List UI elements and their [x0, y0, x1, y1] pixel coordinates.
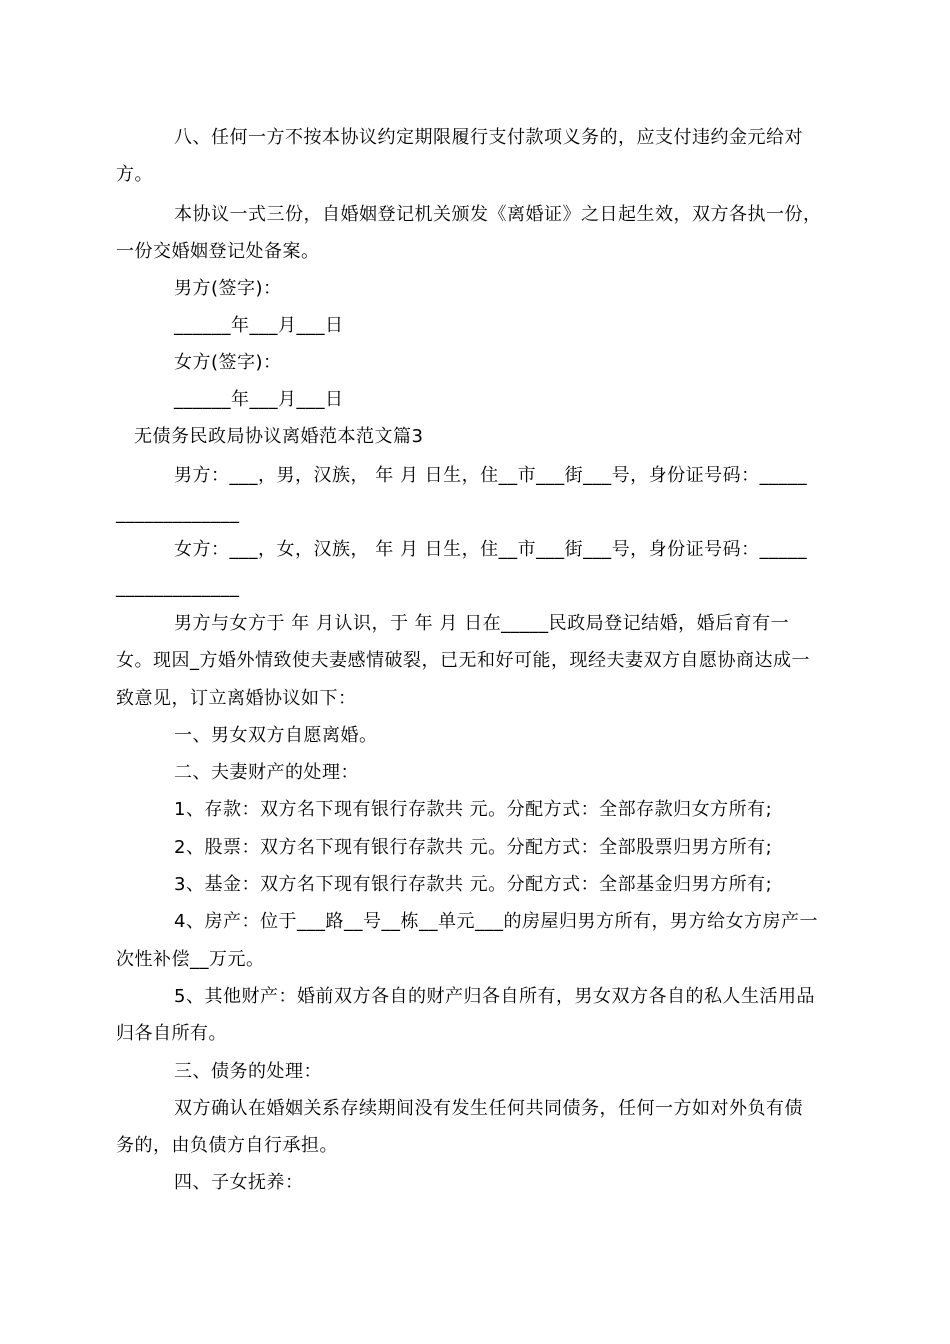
- paragraph-line: 1、存款：双方名下现有银行存款共 元。分配方式：全部存款归女方所有;: [174, 799, 773, 820]
- paragraph-line: 女。现因_方婚外情致使夫妻感情破裂，已无和好可能，现经夫妻双方自愿协商达成一: [116, 650, 810, 671]
- paragraph-line: _____________: [116, 503, 240, 524]
- paragraph-line: 2、股票：双方名下现有银行存款共 元。分配方式：全部股票归男方所有;: [174, 837, 773, 858]
- paragraph-line: 务的，由负债方自行承担。: [116, 1135, 338, 1156]
- paragraph-line: 归各自所有。: [116, 1023, 227, 1044]
- signature-label-female: 女方(签字)：: [174, 352, 282, 373]
- date-blank: ______年___月___日: [174, 389, 344, 410]
- paragraph-line: 男方与女方于 年 月认识，于 年 月 日在_____民政局登记结婚，婚后育有一: [174, 613, 790, 634]
- section-heading: 无债务民政局协议离婚范本范文篇3: [134, 426, 424, 447]
- paragraph-line: 3、基金：双方名下现有银行存款共 元。分配方式：全部基金归男方所有;: [174, 874, 773, 895]
- paragraph-line: 一份交婚姻登记处备案。: [116, 241, 320, 262]
- date-blank: ______年___月___日: [174, 315, 344, 336]
- paragraph-line: 本协议一式三份，自婚姻登记机关颁发《离婚证》之日起生效，双方各执一份，: [174, 204, 822, 225]
- paragraph-line: 八、任何一方不按本协议约定期限履行支付款项义务的，应支付违约金元给对: [174, 127, 803, 148]
- paragraph-line: 男方：___，男，汉族， 年 月 日生，住__市___街___号，身份证号码：_____: [174, 465, 808, 486]
- paragraph-line: _____________: [116, 577, 240, 598]
- signature-label-male: 男方(签字)：: [174, 278, 282, 299]
- paragraph-line: 女方：___，女，汉族， 年 月 日生，住__市___街___号，身份证号码：_____: [174, 539, 808, 560]
- paragraph-line: 一、男女双方自愿离婚。: [174, 725, 378, 746]
- paragraph-line: 4、房产：位于___路__号__栋__单元___的房屋归男方所有，男方给女方房产一: [174, 911, 818, 932]
- paragraph-line: 四、子女抚养：: [174, 1172, 304, 1193]
- paragraph-line: 方。: [116, 164, 153, 185]
- paragraph-line: 二、夫妻财产的处理：: [174, 762, 359, 783]
- paragraph-line: 致意见，订立离婚协议如下：: [116, 688, 357, 709]
- paragraph-line: 三、债务的处理：: [174, 1061, 322, 1082]
- paragraph-line: 双方确认在婚姻关系存续期间没有发生任何共同债务，任何一方如对外负有债: [174, 1098, 803, 1119]
- paragraph-line: 5、其他财产：婚前双方各自的财产归各自所有，男女双方各自的私人生活用品: [174, 986, 815, 1007]
- paragraph-line: 次性补偿__万元。: [116, 949, 265, 970]
